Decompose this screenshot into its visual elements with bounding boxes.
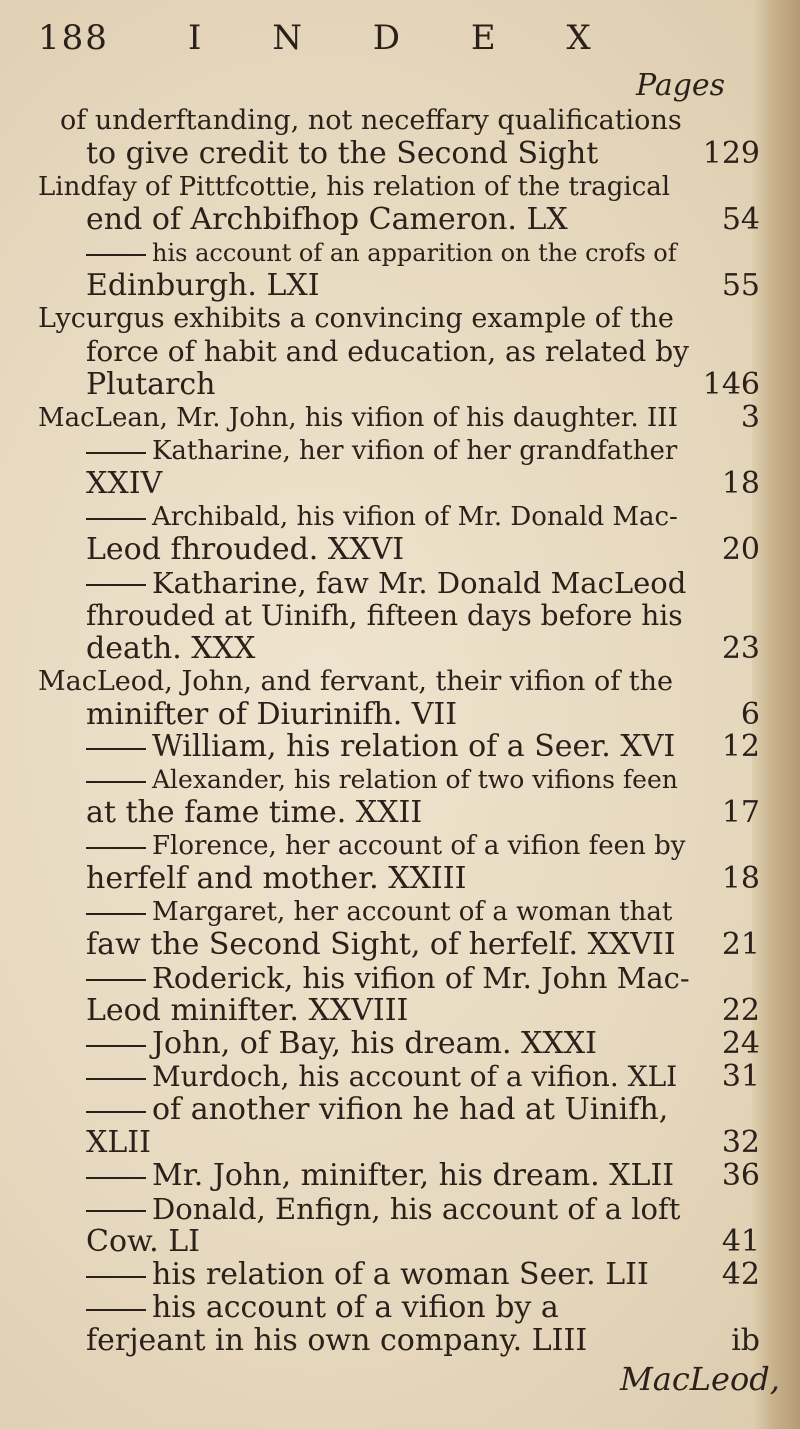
ditto-dash xyxy=(86,748,146,750)
entry-text: XXIV xyxy=(86,466,163,501)
ditto-dash xyxy=(86,913,146,915)
ditto-dash xyxy=(86,1210,146,1212)
page-header xyxy=(38,18,738,58)
entry-page-number: 12 xyxy=(721,729,760,764)
ditto-dash xyxy=(86,254,146,256)
entry-text: MacLean, Mr. John, his vifion of his daughter. III xyxy=(38,403,678,433)
ditto-dash xyxy=(86,1309,146,1311)
entry-text: force of habit and education, as related by xyxy=(86,335,689,368)
entry-page-number: 42 xyxy=(721,1257,760,1292)
entry-text: his account of a vifion by a xyxy=(152,1290,559,1325)
entry-text: Leod fhrouded. XXVI xyxy=(86,532,405,567)
entry-text: ferjeant in his own company. LIII xyxy=(86,1323,588,1358)
entry-text: death. XXX xyxy=(86,631,256,666)
entry-page-number: 24 xyxy=(721,1026,760,1061)
entry-text: fhrouded at Uinifh, fifteen days before his xyxy=(86,599,683,632)
entry-page-number: 54 xyxy=(721,202,760,237)
entry-text: Lindfay of Pittfcottie, his relation of the tragical xyxy=(38,172,671,202)
ditto-dash xyxy=(86,584,146,586)
entry-page-number: 146 xyxy=(702,367,760,402)
entry-page-number: 18 xyxy=(721,861,760,896)
ditto-dash xyxy=(86,1045,146,1047)
ditto-dash xyxy=(86,1276,146,1278)
pages-column-label: Pages xyxy=(636,68,726,103)
running-head: I N D E X xyxy=(188,18,621,58)
page-number: 188 xyxy=(38,18,109,58)
entry-page-number: 31 xyxy=(721,1059,760,1094)
entry-text: Leod minifter. XXVIII xyxy=(86,993,409,1028)
ditto-dash xyxy=(86,452,146,454)
catchword: MacLeod, xyxy=(620,1360,780,1398)
entry-text: end of Archbifhop Cameron. LX xyxy=(86,202,568,237)
entry-page-number: 18 xyxy=(721,466,760,501)
entry-text: Katharine, her vifion of her grandfather xyxy=(152,436,678,466)
entry-page-number: 55 xyxy=(721,268,760,303)
entry-text: of another vifion he had at Uinifh, xyxy=(152,1092,669,1127)
entry-text: his account of an apparition on the crofs of xyxy=(152,239,677,267)
ditto-dash xyxy=(86,847,146,849)
entry-text: his relation of a woman Seer. LII xyxy=(152,1257,649,1292)
entry-page-number: 23 xyxy=(721,631,760,666)
entry-page-number: 22 xyxy=(721,993,760,1028)
ditto-dash xyxy=(86,1078,146,1080)
entry-text: Lycurgus exhibits a convincing example of the xyxy=(38,303,674,334)
entry-text: of underftanding, not neceffary qualifications xyxy=(60,105,682,136)
entry-text: Florence, her account of a vifion feen by xyxy=(152,831,686,861)
entry-text: Murdoch, his account of a vifion. XLI xyxy=(152,1060,678,1093)
ditto-dash xyxy=(86,518,146,520)
entry-page-number: 129 xyxy=(702,136,760,171)
entry-text: John, of Bay, his dream. XXXI xyxy=(152,1026,597,1061)
entry-text: at the fame time. XXII xyxy=(86,795,423,830)
entry-text: Katharine, faw Mr. Donald MacLeod xyxy=(152,566,687,600)
ditto-dash xyxy=(86,781,146,783)
entry-page-number: 21 xyxy=(721,927,760,962)
entry-page-number: 32 xyxy=(721,1125,760,1160)
entry-text: minifter of Diurinifh. VII xyxy=(86,697,458,732)
ditto-dash xyxy=(86,979,146,981)
ditto-dash xyxy=(86,1177,146,1179)
entry-text: Archibald, his vifion of Mr. Donald Mac- xyxy=(152,502,678,532)
entry-page-number: 3 xyxy=(740,400,760,435)
entry-text: Plutarch xyxy=(86,367,216,402)
entry-page-number: 6 xyxy=(740,697,760,732)
entry-text: Edinburgh. LXI xyxy=(86,268,320,303)
entry-text: Donald, Enfign, his account of a loft xyxy=(152,1192,681,1226)
entry-text: Mr. John, minifter, his dream. XLII xyxy=(152,1158,675,1193)
entry-text: Margaret, her account of a woman that xyxy=(152,897,673,927)
ditto-dash xyxy=(86,1111,146,1113)
entry-text: William, his relation of a Seer. XVI xyxy=(152,729,676,764)
index-entry xyxy=(0,1320,760,1362)
entry-page-number: 36 xyxy=(721,1158,760,1193)
entry-page-number: 20 xyxy=(721,532,760,567)
entry-page-number: ib xyxy=(731,1323,760,1358)
entry-text: herfelf and mother. XXIII xyxy=(86,861,467,896)
entry-text: faw the Second Sight, of herfelf. XXVII xyxy=(86,927,676,962)
entry-text: to give credit to the Second Sight xyxy=(86,136,599,171)
entry-page-number: 17 xyxy=(721,795,760,830)
entry-text: Cow. LI xyxy=(86,1224,200,1259)
entry-text: Alexander, his relation of two vifions feen xyxy=(152,765,678,794)
entry-text: XLII xyxy=(86,1125,151,1160)
entry-page-number: 41 xyxy=(721,1224,760,1259)
entry-text: MacLeod, John, and fervant, their vifion of the xyxy=(38,666,674,697)
entry-text: Roderick, his vifion of Mr. John Mac- xyxy=(152,961,690,995)
